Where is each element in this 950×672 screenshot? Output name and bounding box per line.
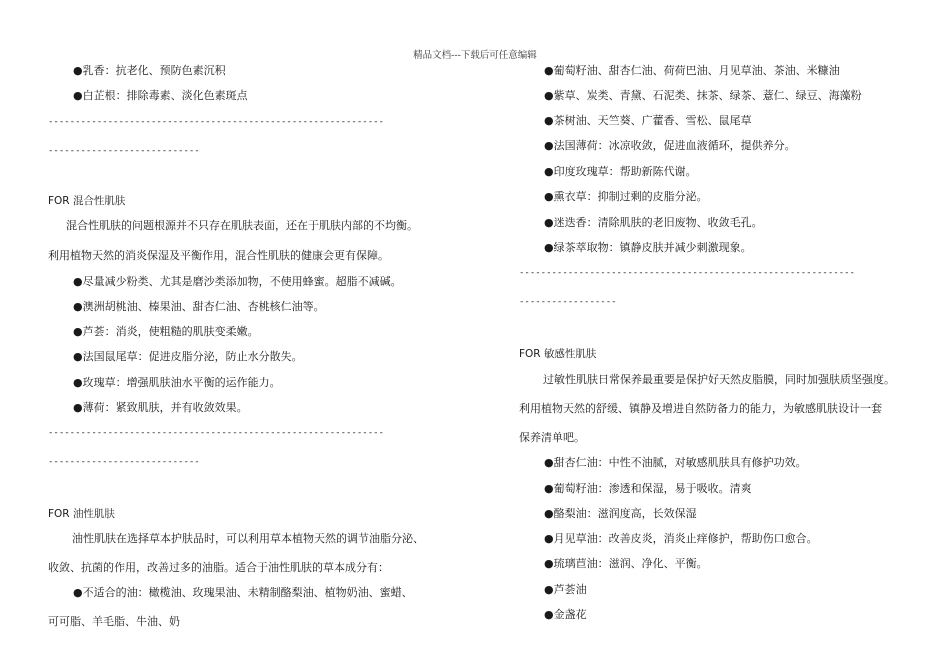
section-heading-mixed: FOR 混合性肌肤 bbox=[48, 195, 126, 207]
paragraph-line: 混合性肌肤的问题根源并不只存在肌肤表面，还在于肌肤内部的不均衡。 bbox=[66, 219, 418, 232]
list-item: ●茶树油、天竺葵、广藿香、雪松、鼠尾草 bbox=[544, 114, 752, 127]
section-heading-sensitive: FOR 敏感性肌肤 bbox=[519, 348, 597, 360]
list-item: ●葡萄籽油、甜杏仁油、荷荷巴油、月见草油、茶油、米糠油 bbox=[544, 64, 840, 77]
paragraph-line: 油性肌肤在选择草本护肤品时，可以利用草本植物天然的调节油脂分泌、 bbox=[72, 532, 424, 545]
list-item: ●酪梨油：滋润度高，长效保湿 bbox=[544, 507, 697, 520]
list-item: ●澳洲胡桃油、榛果油、甜杏仁油、杏桃核仁油等。 bbox=[73, 300, 325, 313]
separator-line: -------------------------------------------------------------- bbox=[48, 428, 384, 438]
paragraph-line: 保养清单吧。 bbox=[519, 431, 585, 444]
list-item: ●芦荟：消炎，使粗糙的肌肤变柔嫩。 bbox=[73, 325, 259, 338]
list-item: ●绿茶萃取物：镇静皮肤并减少刺激现象。 bbox=[544, 241, 752, 254]
list-item: ●葡萄籽油：渗透和保湿，易于吸收。清爽 bbox=[544, 482, 752, 495]
list-item: ●薄荷：紧致肌肤，并有收敛效果。 bbox=[73, 401, 248, 414]
list-item: ●月见草油：改善皮炎，消炎止痒修护，帮助伤口愈合。 bbox=[544, 532, 818, 545]
paragraph-line: 利用植物天然的消炎保湿及平衡作用，混合性肌肤的健康会更有保障。 bbox=[48, 249, 389, 262]
list-item: ●玫瑰草：增强肌肤油水平衡的运作能力。 bbox=[73, 376, 281, 389]
list-item: ●迷迭香：清除肌肤的老旧废物、收敛毛孔。 bbox=[544, 216, 763, 229]
section-heading-oily: FOR 油性肌肤 bbox=[48, 508, 115, 520]
list-item: ●熏衣草：抑制过剩的皮脂分泌。 bbox=[544, 190, 708, 203]
list-item: ●白芷根：排除毒素、淡化色素斑点 bbox=[73, 89, 248, 102]
list-item: ●金盏花 bbox=[544, 608, 587, 621]
list-item: ●尽量减少粉类、尤其是磨沙类添加物，不使用蜂蜜。超脂不减碱。 bbox=[73, 275, 402, 288]
list-item: ●乳香：抗老化、预防色素沉积 bbox=[73, 64, 226, 77]
paragraph-line: 利用植物天然的舒缓、镇静及增进自然防备力的能力，为敏感肌肤设计一套 bbox=[519, 402, 882, 415]
separator-line: ------------------ bbox=[519, 297, 617, 307]
list-item: ●琉璃苣油：滋润、净化、平衡。 bbox=[544, 557, 708, 570]
separator-line: -------------------------------------------------------------- bbox=[48, 117, 384, 127]
list-item: ●甜杏仁油：中性不油腻，对敏感肌肤具有修护功效。 bbox=[544, 456, 807, 469]
separator-line: -------------------------------------------------------------- bbox=[519, 268, 855, 278]
list-item: ●印度玫瑰草：帮助新陈代谢。 bbox=[544, 165, 697, 178]
list-item: 可可脂、羊毛脂、牛油、奶 bbox=[48, 615, 180, 628]
paragraph-line: 收敛、抗菌的作用，改善过多的油脂。适合于油性肌肤的草本成分有： bbox=[48, 561, 389, 574]
list-item: ●法国薄荷：冰凉收敛，促进血液循环，提供养分。 bbox=[544, 139, 796, 152]
list-item: ●不适合的油：橄榄油、玫瑰果油、未精制酪梨油、植物奶油、蜜蜡、 bbox=[73, 586, 413, 599]
list-item: ●芦荟油 bbox=[544, 583, 587, 596]
separator-line: ---------------------------- bbox=[48, 146, 200, 156]
list-item: ●法国鼠尾草：促进皮脂分泌，防止水分散失。 bbox=[73, 350, 303, 363]
separator-line: ---------------------------- bbox=[48, 457, 200, 467]
paragraph-line: 过敏性肌肤日常保养最重要是保护好天然皮脂膜，同时加强肤质坚强度。 bbox=[543, 373, 895, 386]
page-header: 精品文档---下载后可任意编辑 bbox=[413, 50, 537, 61]
list-item: ●紫草、炭类、青黛、石泥类、抹茶、绿茶、薏仁、绿豆、海藻粉 bbox=[544, 89, 862, 102]
